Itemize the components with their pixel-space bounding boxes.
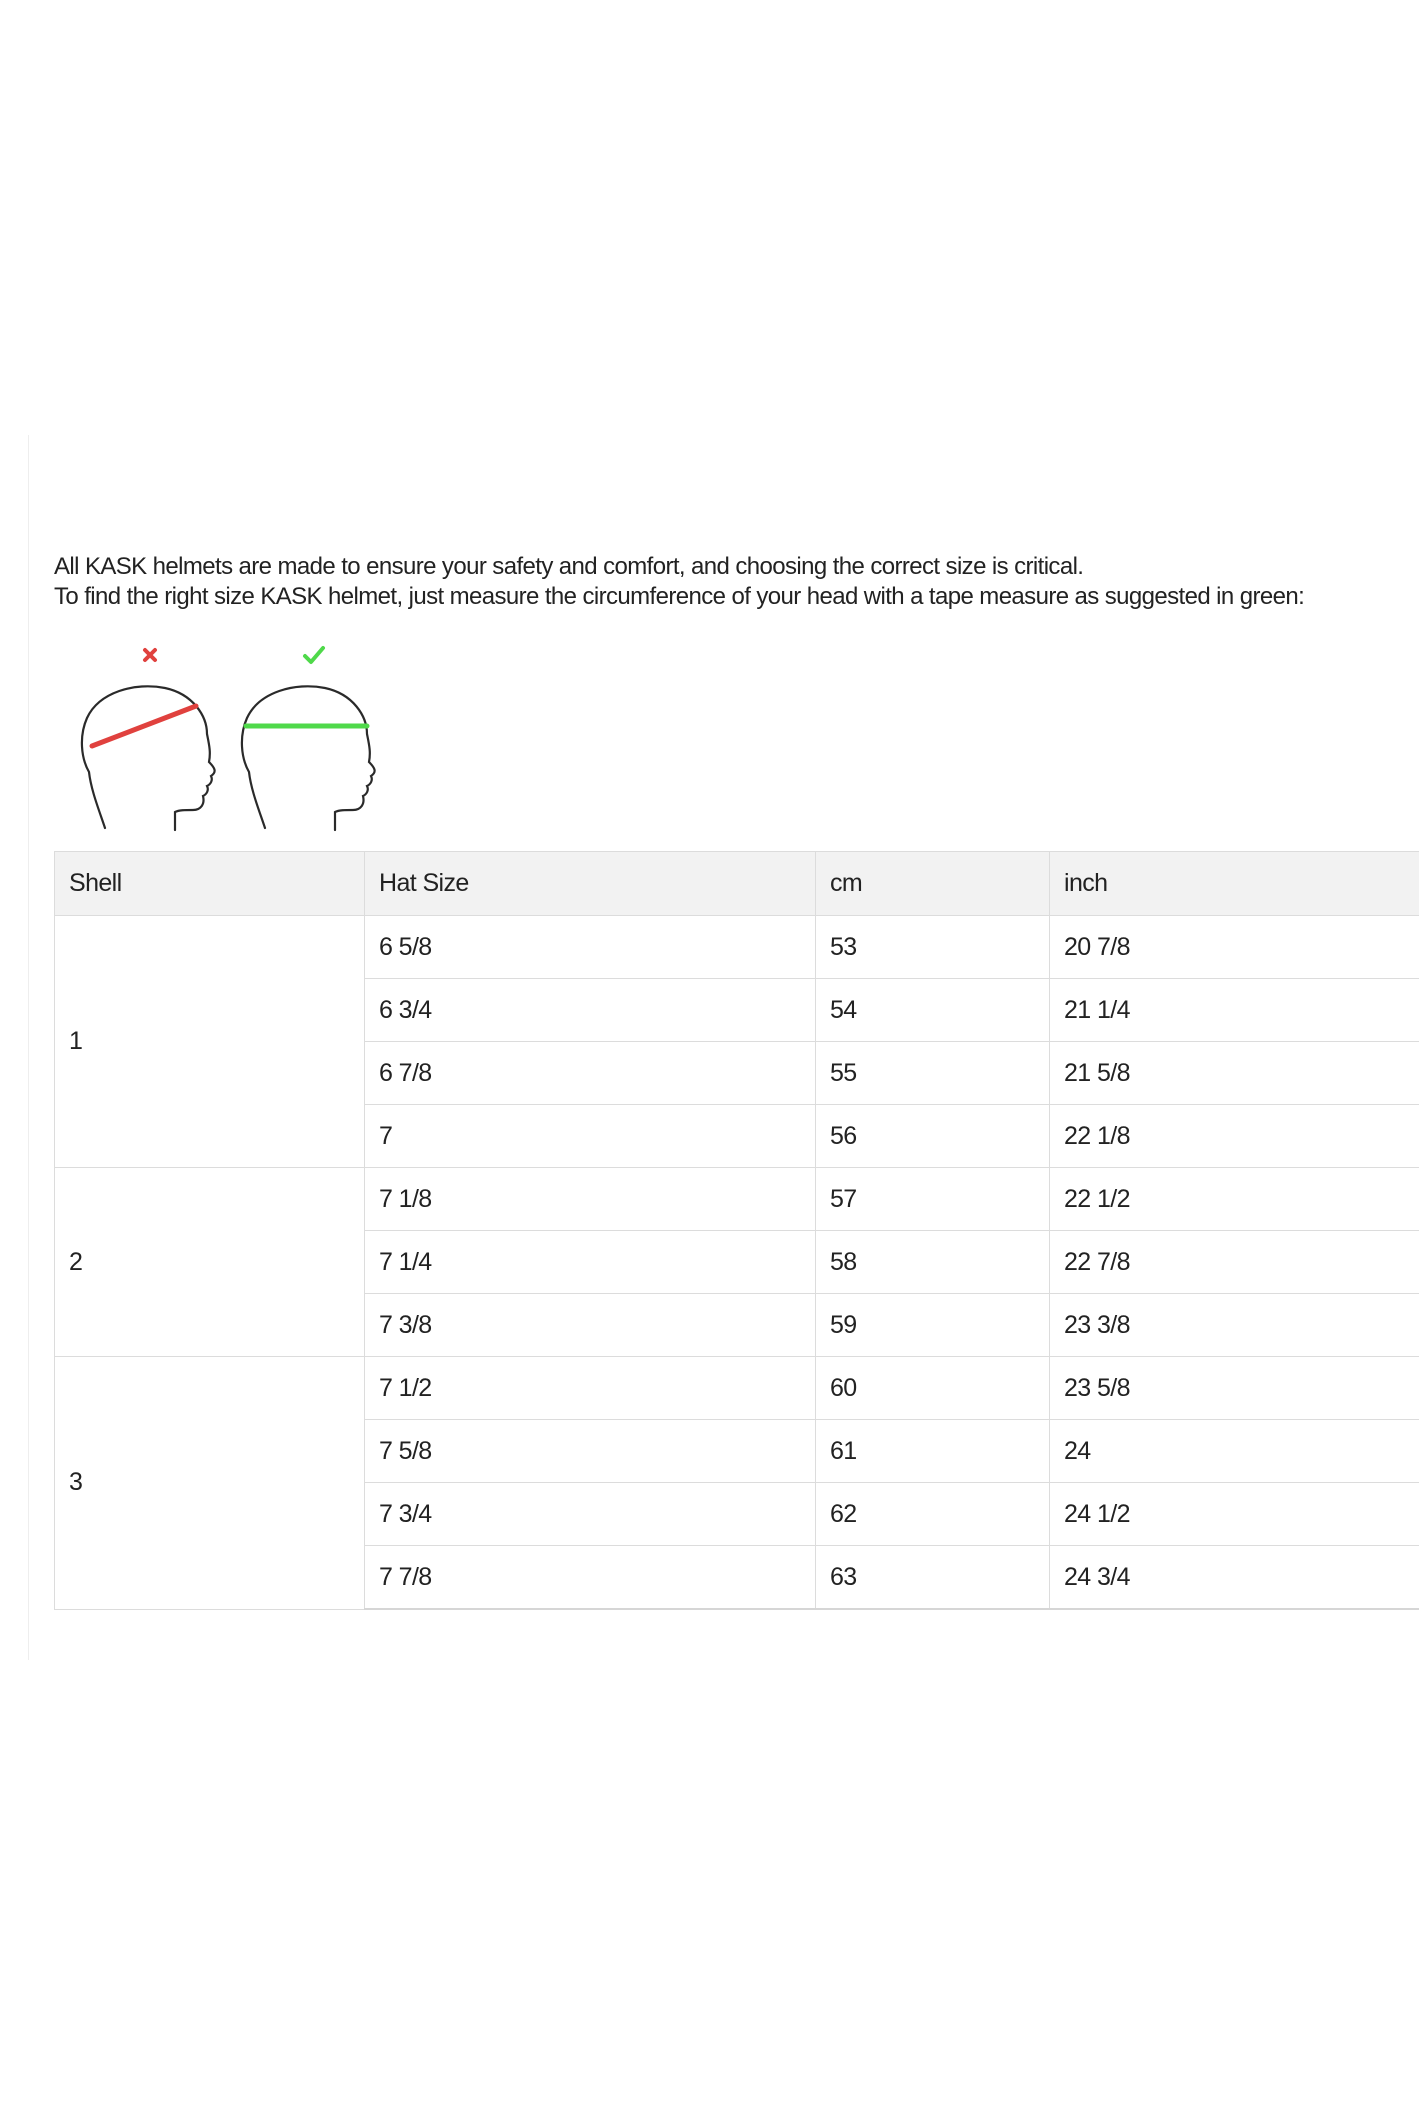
wrong-measure-head xyxy=(82,650,215,830)
left-divider xyxy=(28,435,29,1660)
hat-size-cell: 7 3/4 xyxy=(365,1483,816,1546)
inch-cell: 22 1/8 xyxy=(1050,1105,1419,1168)
inch-cell: 24 1/2 xyxy=(1050,1483,1419,1546)
cm-cell: 57 xyxy=(816,1168,1050,1231)
header-hat-size: Hat Size xyxy=(365,852,816,916)
cm-cell: 55 xyxy=(816,1042,1050,1105)
check-icon xyxy=(305,648,323,662)
header-inch: inch xyxy=(1050,852,1419,916)
inch-cell: 21 1/4 xyxy=(1050,979,1419,1042)
cm-cell: 63 xyxy=(816,1546,1050,1610)
size-chart-table xyxy=(54,851,1419,1610)
shell-cell: 3 xyxy=(55,1357,365,1610)
table-header-row xyxy=(55,852,1419,916)
cm-cell: 59 xyxy=(816,1294,1050,1357)
inch-cell: 20 7/8 xyxy=(1050,916,1419,979)
hat-size-cell: 6 3/4 xyxy=(365,979,816,1042)
head-measurement-illustration xyxy=(75,640,395,835)
shell-cell: 2 xyxy=(55,1168,365,1357)
hat-size-cell: 7 3/8 xyxy=(365,1294,816,1357)
intro-line-1: All KASK helmets are made to ensure your safety and comfort, and choosing the correct size is critical. xyxy=(54,553,1084,580)
cm-cell: 62 xyxy=(816,1483,1050,1546)
inch-cell: 22 7/8 xyxy=(1050,1231,1419,1294)
hat-size-cell: 6 7/8 xyxy=(365,1042,816,1105)
wrong-tape-line xyxy=(92,706,196,746)
cm-cell: 56 xyxy=(816,1105,1050,1168)
table-row xyxy=(55,916,1419,979)
intro-text xyxy=(54,552,1414,612)
hat-size-cell: 7 xyxy=(365,1105,816,1168)
cm-cell: 60 xyxy=(816,1357,1050,1420)
inch-cell: 23 5/8 xyxy=(1050,1357,1419,1420)
hat-size-cell: 6 5/8 xyxy=(365,916,816,979)
heads-svg xyxy=(75,640,395,835)
inch-cell: 24 3/4 xyxy=(1050,1546,1419,1610)
shell-cell: 1 xyxy=(55,916,365,1168)
cross-icon xyxy=(145,650,155,660)
hat-size-cell: 7 1/8 xyxy=(365,1168,816,1231)
inch-cell: 21 5/8 xyxy=(1050,1042,1419,1105)
inch-cell: 22 1/2 xyxy=(1050,1168,1419,1231)
hat-size-cell: 7 7/8 xyxy=(365,1546,816,1610)
hat-size-cell: 7 5/8 xyxy=(365,1420,816,1483)
header-shell: Shell xyxy=(55,852,365,916)
correct-measure-head xyxy=(242,648,375,830)
cm-cell: 58 xyxy=(816,1231,1050,1294)
hat-size-cell: 7 1/4 xyxy=(365,1231,816,1294)
cm-cell: 54 xyxy=(816,979,1050,1042)
table-row xyxy=(55,1168,1419,1231)
inch-cell: 23 3/8 xyxy=(1050,1294,1419,1357)
cm-cell: 53 xyxy=(816,916,1050,979)
hat-size-cell: 7 1/2 xyxy=(365,1357,816,1420)
cm-cell: 61 xyxy=(816,1420,1050,1483)
table-row xyxy=(55,1357,1419,1420)
header-cm: cm xyxy=(816,852,1050,916)
intro-line-2: To find the right size KASK helmet, just measure the circumference of your head with a tape measure as suggested in green: xyxy=(54,583,1305,610)
inch-cell: 24 xyxy=(1050,1420,1419,1483)
